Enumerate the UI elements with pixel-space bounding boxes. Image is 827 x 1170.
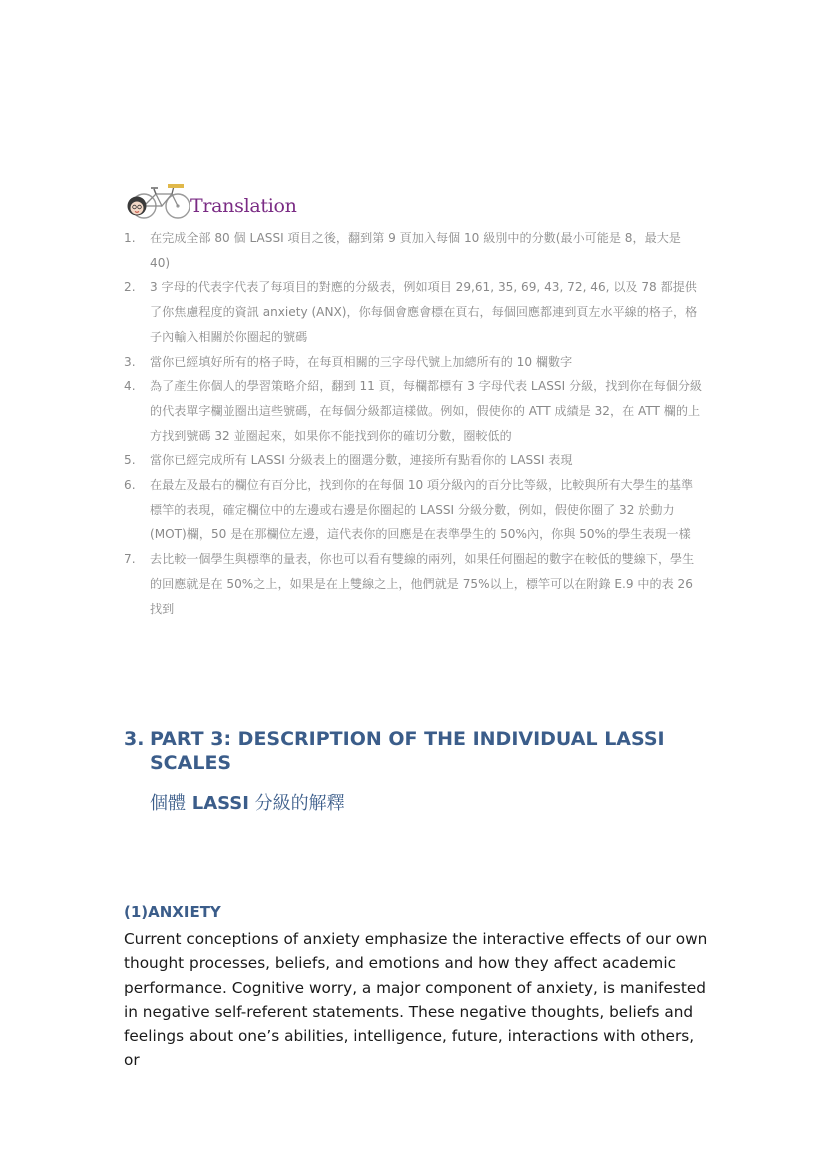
list-item: 7. 去比較一個學生與標準的量表，你也可以看有雙線的兩列，如果任何圈起的數字在較低的雙線下，學生的回應就是在 50%之上，如果是在上雙線之上，他們就是 75%以上，標竿可以在附錄 E.9 中的表 26 找到: [124, 552, 695, 616]
translation-logo: [124, 175, 297, 221]
list-item: 1. 在完成全部 80 個 LASSI 項目之後，翻到第 9 頁加入每個 10 級別中的分數(最小可能是 8，最大是 40): [124, 231, 681, 270]
logo-text: Translation: [190, 195, 297, 217]
anxiety-paragraph: Current conceptions of anxiety emphasize the interactive effects of our own thought processes, beliefs, and emotions and how they affect academic performance. Cognitive worry, a major component of anxiety, is manifested in negative self-referent statements. These negative thoughts, beliefs and feelings about one’s abilities, intelligence, future, interactions with others, or: [124, 930, 708, 1070]
list-item: 4. 為了產生你個人的學習策略介紹，翻到 11 頁，每欄都標有 3 字母代表 LASSI 分級，找到你在每個分級的代表單字欄並圈出這些號碼，在每個分級都這樣做。例如，假使你的 ATT 成績是 32，在 ATT 欄的上方找到號碼 32 並圈起來，如果你不能找到你的確切分數，圈較低的: [124, 379, 703, 443]
list-item: 3. 當你已經填好所有的格子時，在每頁相關的三字母代號上加總所有的 10 欄數字: [124, 354, 573, 369]
translation-steps-list: [124, 226, 704, 621]
section-title: [124, 727, 684, 775]
section-subtitle: 個體 LASSI 分級的解釋: [150, 793, 345, 814]
section-title-text: PART 3: DESCRIPTION OF THE INDIVIDUAL LASSI SCALES: [150, 728, 665, 774]
list-item: 2. 3 字母的代表字代表了每項目的對應的分級表，例如項目 29,61, 35, 69, 43, 72, 46, 以及 78 都提供了你焦慮程度的資訊 anxiety (ANX)，你每個會應會標在頁右，每個回應都連到頁左水平線的格子，格子內輸入相關於你圈起的號碼: [124, 280, 698, 344]
section-number: 3.: [124, 728, 145, 750]
bicycle-icon: [124, 175, 190, 221]
anxiety-heading: (1)ANXIETY: [124, 903, 221, 921]
list-item: 5. 當你已經完成所有 LASSI 分級表上的圈選分數，連接所有點看你的 LASSI 表現: [124, 453, 573, 468]
list-item: 6. 在最左及最右的欄位有百分比，找到你的在每個 10 項分級內的百分比等級，比較與所有大學生的基準標竿的表現，確定欄位中的左邊或右邊是你圈起的 LASSI 分級分數，例如，假使你圈了 32 於動力(MOT)欄，50 是在那欄位左邊，這代表你的回應是在表準學生的 50%內，你與 50%的學生表現一樣: [124, 478, 694, 542]
